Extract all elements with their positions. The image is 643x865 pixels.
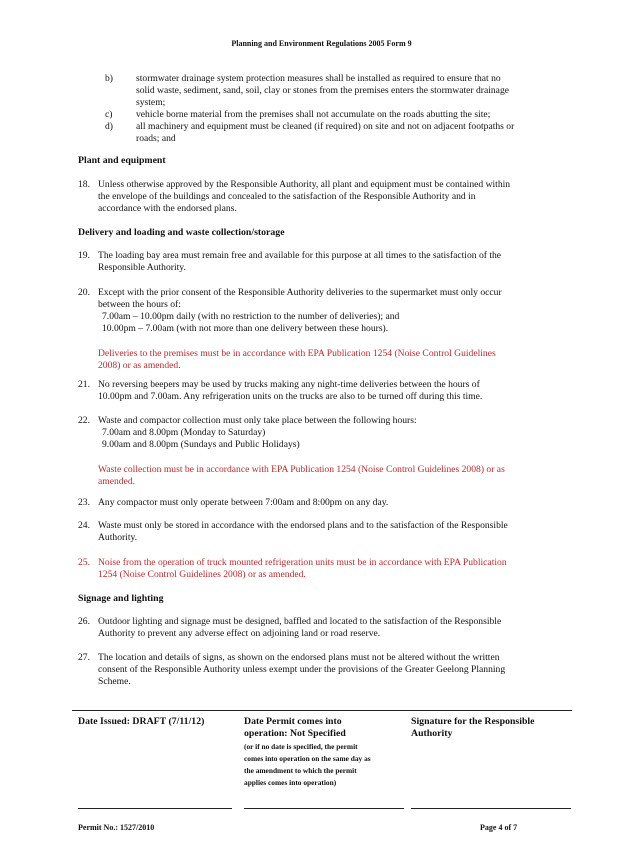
condition-line: Unless otherwise approved by the Responsible Authority, all plant and equipment must be contained within <box>98 179 511 190</box>
condition-line: No reversing beepers may be used by trucks making any night-time deliveries between the hours of <box>98 379 480 390</box>
sub-item-line: roads; and <box>136 133 176 144</box>
condition-line: Outdoor lighting and signage must be designed, baffled and located to the satisfaction of the Responsible <box>98 616 502 627</box>
sub-item-line: solid waste, sediment, sand, soil, clay or stones from the premises enters the stormwater drainage <box>136 85 509 96</box>
signature-title-line: Authority <box>411 728 453 739</box>
sub-item-line: vehicle borne material from the premises shall not accumulate on the roads abutting the site; <box>136 109 491 120</box>
condition-line: consent of the Responsible Authority unless exempt under the provisions of the Greater Geelong Planning <box>98 664 506 675</box>
condition-line: the envelope of the buildings and concealed to the satisfaction of the Responsible Authority and in <box>98 191 476 202</box>
condition-number: 26. <box>78 616 90 627</box>
signature-block <box>411 716 571 740</box>
amended-condition-line: Waste collection must be in accordance with EPA Publication 1254 (Noise Control Guidelines 2008) or as <box>98 464 505 475</box>
section-heading-plant: Plant and equipment <box>78 155 166 166</box>
condition-line: Authority. <box>98 532 138 543</box>
operation-title-line: operation: Not Specified <box>244 728 346 739</box>
condition-line: accordance with the endorsed plans. <box>98 203 237 214</box>
signoff-divider <box>72 710 572 711</box>
date-issued <box>78 716 238 728</box>
date-issued-text: Date Issued: DRAFT (7/11/12) <box>78 716 205 727</box>
hours-line: 7.00am and 8.00pm (Monday to Saturday) <box>102 427 266 438</box>
sub-item-line: system; <box>136 97 166 108</box>
amended-condition-line: Noise from the operation of truck mounted refrigeration units must be in accordance with EPA Publication <box>98 557 507 568</box>
condition-line: Scheme. <box>98 676 131 687</box>
amended-condition-line: amended. <box>98 476 136 487</box>
condition-number: 23. <box>78 497 90 508</box>
condition-number: 18. <box>78 179 90 190</box>
sub-item-label: c) <box>105 109 113 120</box>
condition-line: Responsible Authority. <box>98 262 186 273</box>
operation-note-line: comes into operation on the same day as <box>244 754 371 763</box>
condition-line: The location and details of signs, as shown on the endorsed plans must not be altered without the written <box>98 652 500 663</box>
section-heading-delivery: Delivery and loading and waste collection/storage <box>78 227 285 238</box>
signature-line-authority <box>411 808 571 809</box>
page-header: Planning and Environment Regulations 2005 Form 9 <box>231 39 412 48</box>
operation-note-line: applies comes into operation) <box>244 778 337 787</box>
operation-date <box>244 716 404 789</box>
signature-line-date <box>78 808 232 809</box>
page-number: Page 4 of 7 <box>480 823 518 832</box>
operation-title-line: Date Permit comes into <box>244 716 342 727</box>
sub-item-line: stormwater drainage system protection measures shall be installed as required to ensure that no <box>136 73 501 84</box>
operation-note-line: the amendment to which the permit <box>244 766 357 775</box>
amended-condition-line: 1254 (Noise Control Guidelines 2008) or as amended. <box>98 569 306 580</box>
section-heading-signage: Signage and lighting <box>78 593 164 604</box>
condition-line: Authority to prevent any adverse effect on adjoining land or road reserve. <box>98 628 381 639</box>
condition-number: 19. <box>78 250 90 261</box>
hours-line: 7.00am – 10.00pm daily (with no restriction to the number of deliveries); and <box>102 311 400 322</box>
condition-line: 10.00pm and 7.00am. Any refrigeration units on the trucks are also to be turned off during this time. <box>98 391 483 402</box>
signature-line-operation <box>244 808 404 809</box>
condition-number: 27. <box>78 652 90 663</box>
sub-item-line: all machinery and equipment must be cleaned (if required) on site and not on adjacent footpaths or <box>136 121 515 132</box>
condition-line: Except with the prior consent of the Responsible Authority deliveries to the supermarket must only occur <box>98 287 502 298</box>
condition-line: Waste and compactor collection must only take place between the following hours: <box>98 415 417 426</box>
condition-line: Any compactor must only operate between 7:00am and 8:00pm on any day. <box>98 497 389 508</box>
signature-title-line: Signature for the Responsible <box>411 716 535 727</box>
hours-line: 10.00pm – 7.00am (with not more than one delivery between these hours). <box>102 323 389 334</box>
condition-number: 22. <box>78 415 90 426</box>
condition-number: 25. <box>78 557 90 568</box>
sub-item-label: b) <box>105 73 113 84</box>
amended-condition-line: Deliveries to the premises must be in accordance with EPA Publication 1254 (Noise Control Guidelines <box>98 348 496 359</box>
condition-number: 20. <box>78 287 90 298</box>
condition-line: between the hours of: <box>98 299 181 310</box>
hours-line: 9.00am and 8.00pm (Sundays and Public Holidays) <box>102 439 300 450</box>
operation-note-line: (or if no date is specified, the permit <box>244 742 358 751</box>
amended-condition-line: 2008) or as amended. <box>98 360 181 371</box>
condition-line: The loading bay area must remain free and available for this purpose at all times to the satisfaction of the <box>98 250 502 261</box>
sub-item-label: d) <box>105 121 113 132</box>
condition-number: 24. <box>78 520 90 531</box>
permit-number: Permit No.: 1527/2010 <box>78 823 155 832</box>
condition-line: Waste must only be stored in accordance with the endorsed plans and to the satisfaction of the Responsible <box>98 520 508 531</box>
condition-number: 21. <box>78 379 90 390</box>
